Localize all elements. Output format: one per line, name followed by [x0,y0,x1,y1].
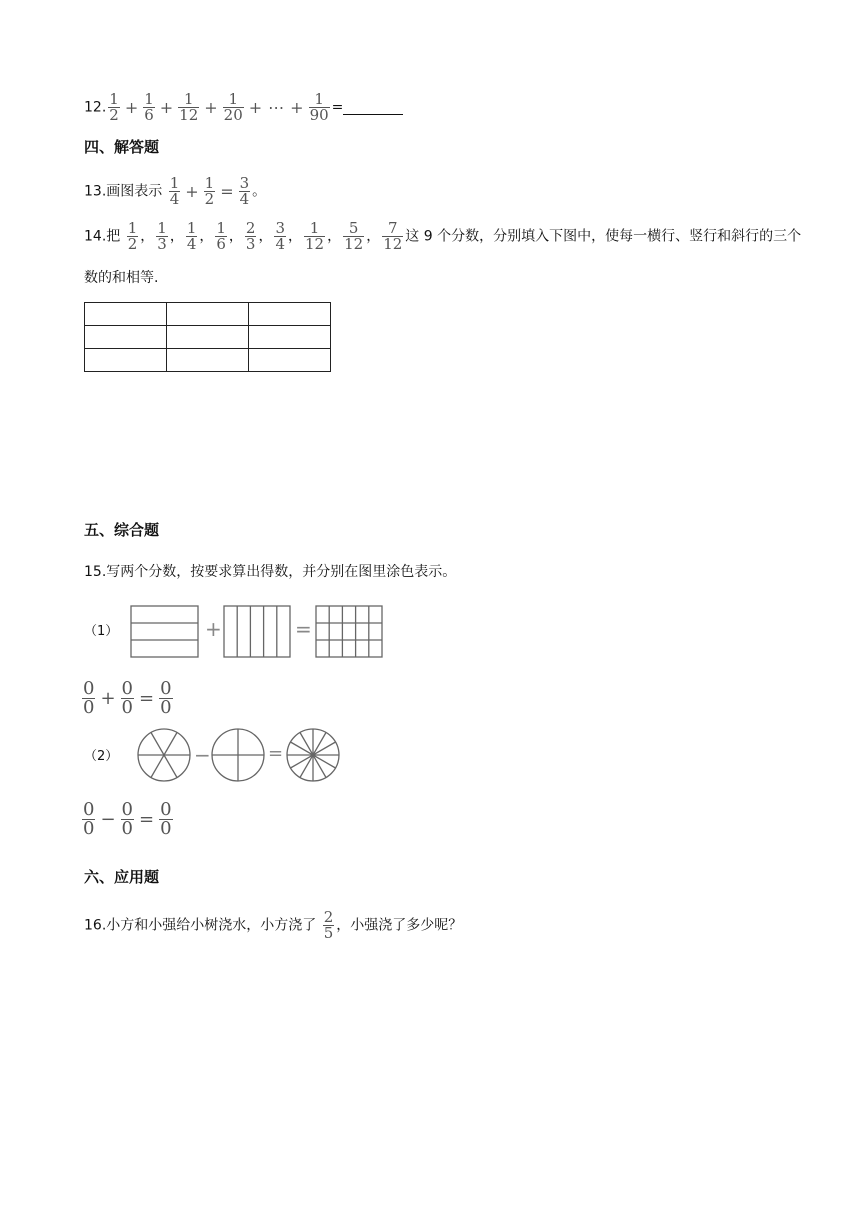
rectangle-diagrams [128,603,388,659]
question-14: 14.把 $\frac{1}{2}$ ， $\frac{1}{3}$ ， $\frac{1}{4}$ ， $\frac{1}{6}$ ， $\frac{2}{3}$ ， $\frac{3}{4}$ ， $\frac{1}{12}$ ， $\frac{5}{12}$ ， $\frac{7}{12}$ 这 9 个分数，分别填入下图中，使每一横行、竖行和斜行的三个 [84,219,802,253]
grid-cell[interactable] [249,303,331,326]
circle-diagrams [135,726,345,784]
fraction: $\frac{3}{4}$ [239,174,250,208]
fraction: $\frac{1}{20}$ [223,90,243,124]
magic-square-grid [84,302,331,372]
fraction: $\frac{1}{90}$ [309,90,329,124]
fraction-slot[interactable]: $\frac{0}{0}$ [160,678,172,718]
fraction: $\frac{2}{5}$ [323,908,334,942]
section-heading-5: 五、综合题 [84,521,160,539]
grid-cell[interactable] [249,326,331,349]
question-12: 12. $\frac{1}{2}$ + $\frac{1}{6}$ + $\frac{1}{12}$ + $\frac{1}{20}$ + ⋯ + $\frac{1}{90}$ = [84,92,403,123]
answer-blank[interactable] [343,100,403,115]
equals-sign: = [268,743,284,764]
question-16: 16.小方和小强给小树浇水，小方浇了 $\frac{2}{5}$ ，小强浇了多少呢？ [84,908,463,942]
minus-sign: − [194,743,211,767]
grid-cell[interactable] [167,349,249,372]
fraction: $\frac{1}{12}$ [305,219,325,253]
fraction: $\frac{2}{3}$ [245,219,256,253]
question-13: 13.画图表示 $\frac{1}{4}$ + $\frac{1}{2}$ = $\frac{3}{4}$ 。 [84,174,267,208]
rect-fifteenths[interactable] [316,606,382,657]
fraction: $\frac{1}{4}$ [186,219,197,253]
grid-cell[interactable] [167,303,249,326]
question-number: 12. [84,99,107,116]
section-heading-4: 四、解答题 [84,138,160,156]
grid-cell[interactable] [167,326,249,349]
part-2-label: （2） [84,749,119,764]
grid-cell[interactable] [85,326,167,349]
fraction-slot[interactable]: $\frac{0}{0}$ [121,678,133,718]
fraction-template-1: $\frac{0}{0}$ + $\frac{0}{0}$ = $\frac{0}{0}$ [83,678,172,718]
grid-cell[interactable] [85,349,167,372]
question-14-line2: 数的和相等. [84,270,159,286]
fraction-template-2: $\frac{0}{0}$ − $\frac{0}{0}$ = $\frac{0}{0}$ [83,799,172,839]
fraction-slot[interactable]: $\frac{0}{0}$ [83,678,95,718]
fraction: $\frac{1}{12}$ [179,90,199,124]
fraction: $\frac{1}{2}$ [204,174,215,208]
section-heading-6: 六、应用题 [84,868,160,886]
equals-sign: = [295,617,312,641]
grid-cell[interactable] [85,303,167,326]
rect-thirds[interactable] [131,606,198,657]
fraction: $\frac{1}{3}$ [157,219,167,253]
fraction: $\frac{7}{12}$ [383,219,403,253]
rect-fifths[interactable] [224,606,290,657]
fraction: $\frac{1}{4}$ [169,174,180,208]
fraction-slot[interactable]: $\frac{0}{0}$ [121,799,133,839]
plus-sign: + [205,617,222,641]
fraction: $\frac{3}{4}$ [275,219,285,253]
fraction-slot[interactable]: $\frac{0}{0}$ [160,799,172,839]
fraction: $\frac{1}{6}$ [144,90,154,124]
grid-cell[interactable] [249,349,331,372]
fraction: $\frac{1}{2}$ [127,219,138,253]
question-15: 15.写两个分数，按要求算出得数，并分别在图里涂色表示。 [84,564,457,580]
part-1-label: （1） [84,624,119,639]
fraction: $\frac{1}{2}$ [109,90,119,124]
fraction: $\frac{1}{6}$ [216,219,226,253]
fraction: $\frac{5}{12}$ [344,219,364,253]
fraction-slot[interactable]: $\frac{0}{0}$ [83,799,95,839]
